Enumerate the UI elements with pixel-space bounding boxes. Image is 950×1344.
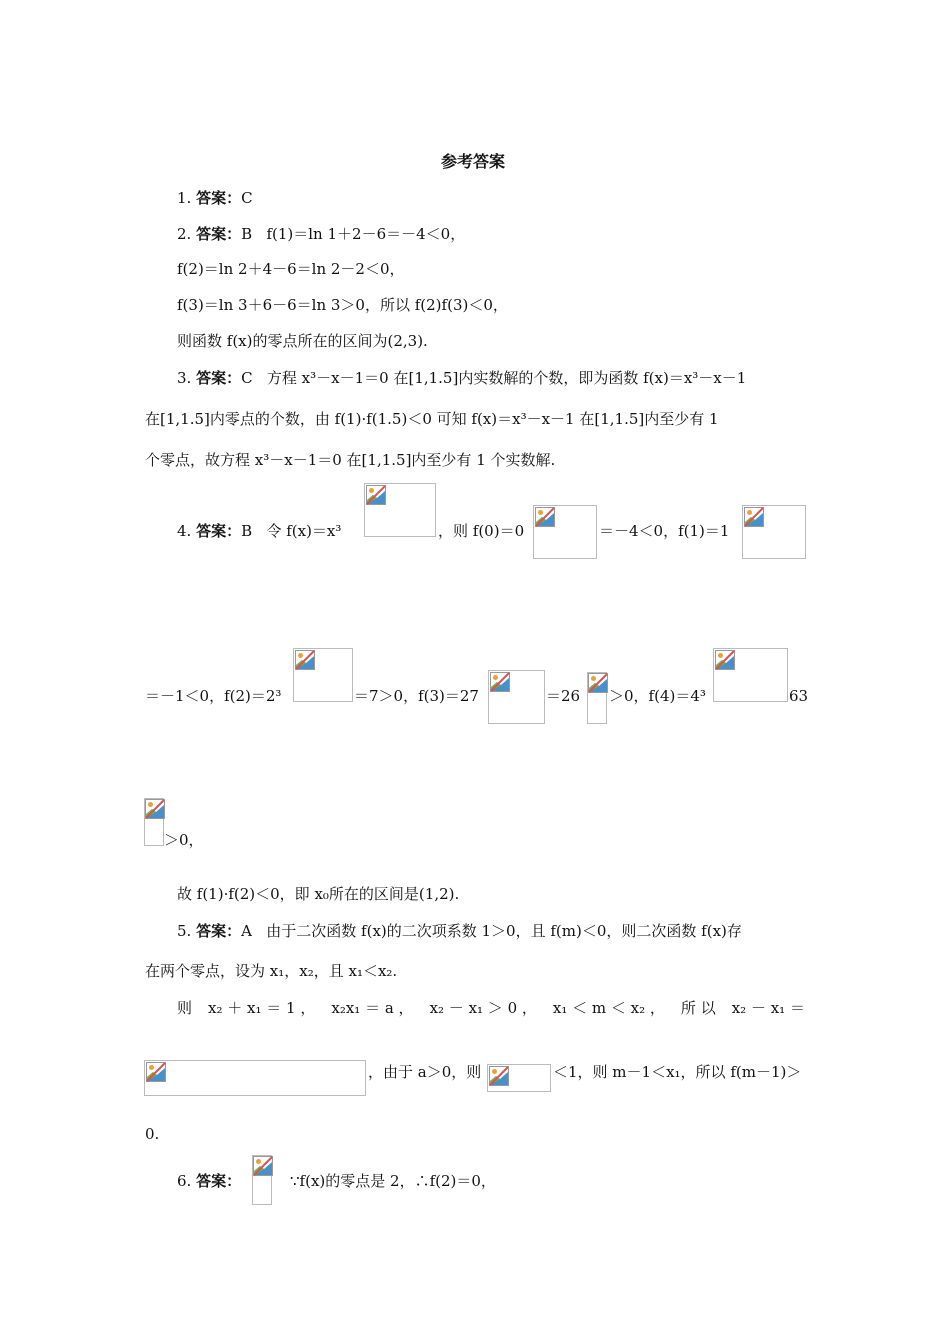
answer-6-text: ∵f(x)的零点是 2，∴f(2)＝0， — [290, 1172, 496, 1190]
formula-image — [293, 648, 353, 702]
answer-4-text-i: ＞0， — [164, 831, 204, 849]
formula-image — [742, 505, 806, 559]
answer-4-text-g: ＞0，f(4)＝4³ — [609, 687, 706, 705]
answer-3: 3. 答案：C 方程 x³－x－1＝0 在[1,1.5]内实数解的个数，即为函数 f(x)＝x³－x－1 — [177, 369, 747, 387]
formula-image — [488, 670, 545, 724]
page-title: 参考答案 — [441, 152, 506, 171]
answer-5-text-a: ，由于 a＞0，则 — [368, 1063, 482, 1081]
answer-6: 6. 答案： — [177, 1172, 242, 1190]
broken-image-icon — [295, 650, 315, 670]
answer-1: 1. 答案：C — [177, 189, 253, 207]
answer-5-line-3: 则 x₂ ＋ x₁ ＝ 1 ， x₂x₁ ＝ a ， x₂ － x₁ ＞ 0 ， x₁ ＜ m ＜ x₂ ， 所 以 x₂ － x₁ ＝ — [177, 999, 805, 1017]
answer-4-text-f: ＝26 — [546, 687, 581, 705]
answer-4-text-e: ＝7＞0，f(3)＝27 — [354, 687, 479, 705]
broken-image-icon — [715, 650, 735, 670]
broken-image-icon — [588, 673, 608, 693]
answer-4-conclusion: 故 f(1)·f(2)＜0，即 x₀所在的区间是(1,2). — [177, 885, 460, 903]
answer-5: 5. 答案：A 由于二次函数 f(x)的二次项系数 1＞0，且 f(m)＜0，则二次函数 f(x)存 — [177, 922, 742, 940]
broken-image-icon — [253, 1156, 273, 1176]
broken-image-icon — [744, 507, 764, 527]
answer-4-text-h: 63 — [789, 687, 809, 705]
broken-image-icon — [489, 1066, 509, 1086]
broken-image-icon — [366, 485, 386, 505]
answer-2: 2. 答案：B f(1)＝ln 1＋2－6＝－4＜0， — [177, 225, 466, 243]
formula-image — [144, 1060, 366, 1096]
broken-image-icon — [146, 1062, 166, 1082]
formula-image — [144, 798, 164, 846]
broken-image-icon — [535, 507, 555, 527]
formula-image — [252, 1155, 272, 1205]
answer-4: 4. 答案：B 令 f(x)＝x³ — [177, 522, 342, 540]
answer-2-line-2: f(2)＝ln 2＋4－6＝ln 2－2＜0， — [177, 260, 405, 278]
answer-4-text-d: ＝－1＜0，f(2)＝2³ — [145, 687, 282, 705]
answer-4-text-b: ，则 f(0)＝0 — [438, 522, 525, 540]
answer-5-text-b: ＜1，则 m－1＜x₁，所以 f(m－1)＞ — [553, 1063, 802, 1081]
answer-2-line-4: 则函数 f(x)的零点所在的区间为(2,3). — [177, 332, 428, 350]
broken-image-icon — [490, 672, 510, 692]
formula-image — [533, 505, 597, 559]
formula-image — [587, 672, 607, 724]
formula-image — [713, 648, 788, 702]
answer-4-text-c: ＝－4＜0，f(1)＝1 — [599, 522, 730, 540]
formula-image — [364, 483, 436, 537]
answer-2-line-3: f(3)＝ln 3＋6－6＝ln 3＞0，所以 f(2)f(3)＜0， — [177, 296, 508, 314]
answer-3-line-3: 个零点，故方程 x³－x－1＝0 在[1,1.5]内至少有 1 个实数解. — [145, 451, 556, 469]
answer-5-line-2: 在两个零点，设为 x₁，x₂，且 x₁＜x₂. — [145, 962, 398, 980]
formula-image — [487, 1064, 551, 1092]
broken-image-icon — [145, 799, 165, 819]
answer-5-line-5: 0. — [145, 1125, 160, 1143]
answer-3-line-2: 在[1,1.5]内零点的个数，由 f(1)·f(1.5)＜0 可知 f(x)＝x³－x－1 在[1,1.5]内至少有 1 — [145, 410, 719, 428]
